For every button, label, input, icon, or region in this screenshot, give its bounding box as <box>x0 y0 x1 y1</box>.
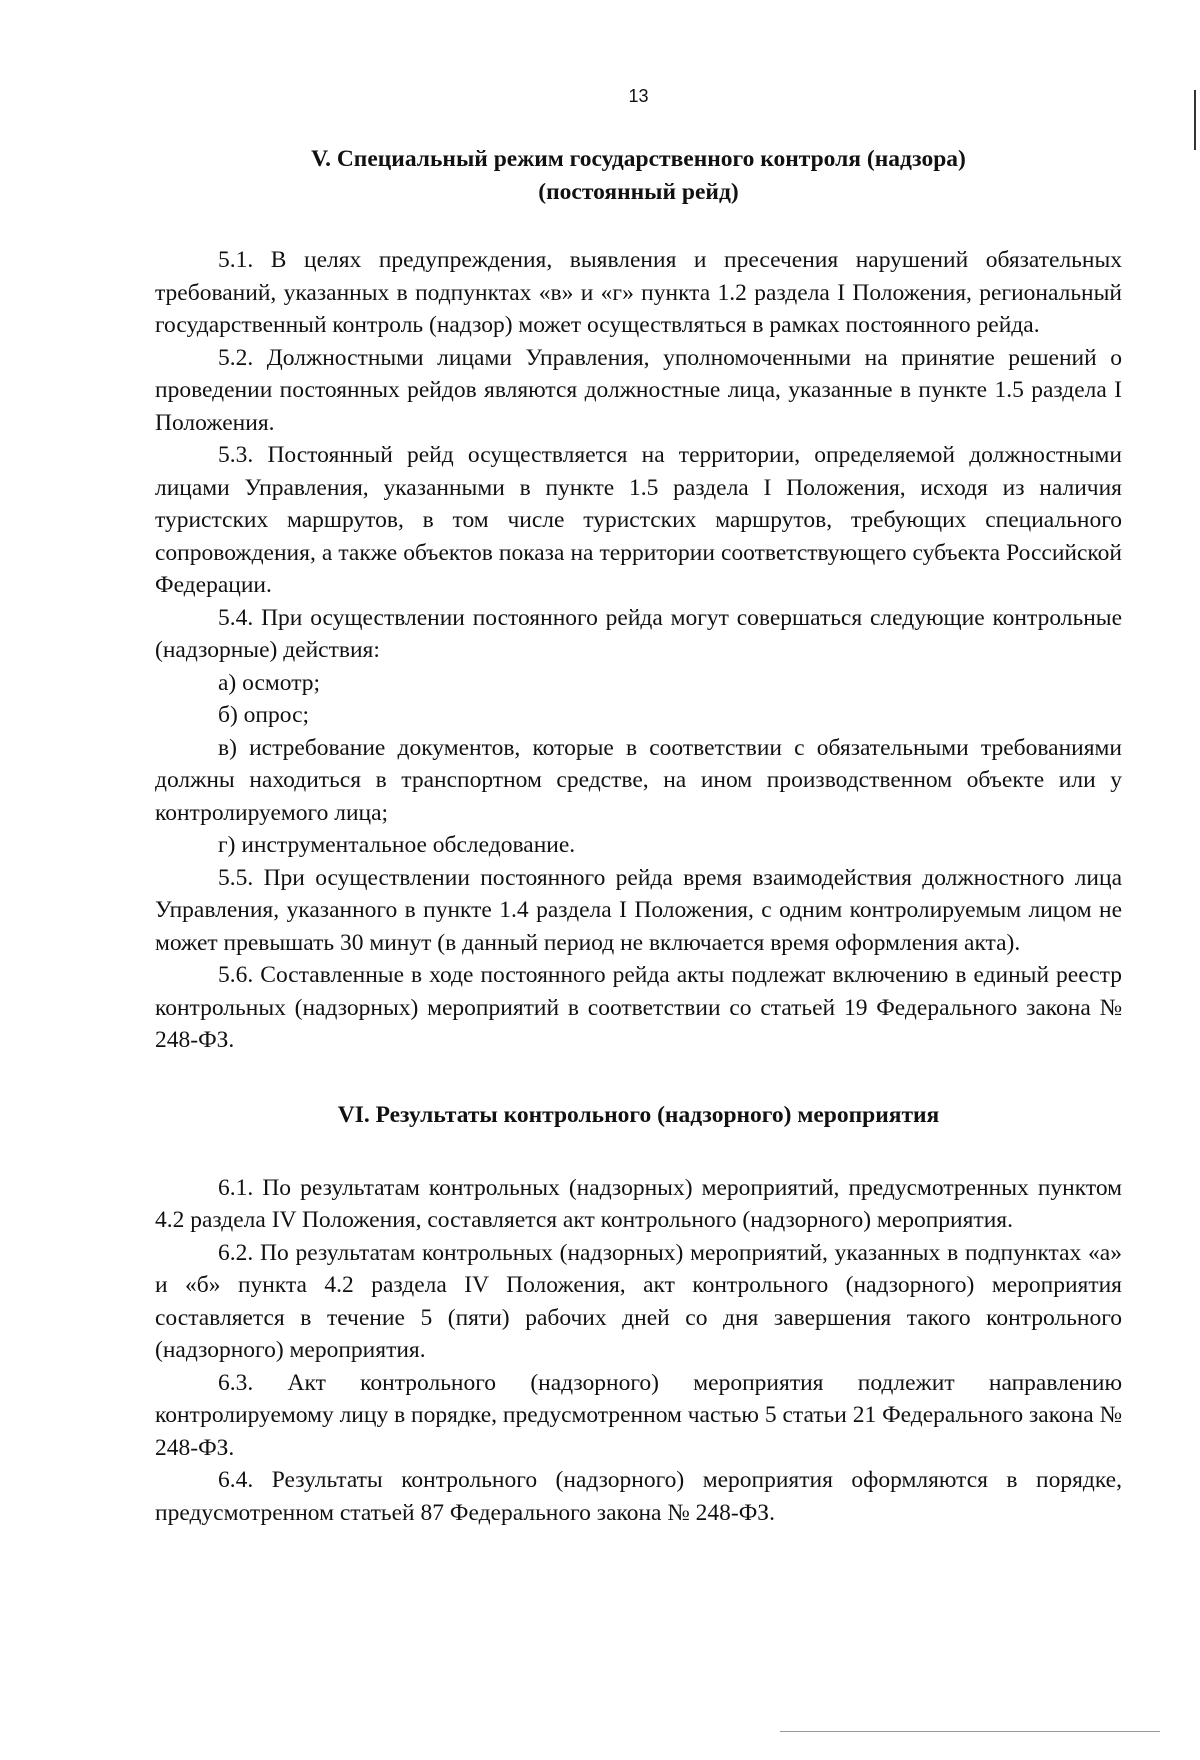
paragraph-6-1: 6.1. По результатам контрольных (надзорных) мероприятий, предусмотренных пунктом 4.2 раздела IV Положения, составляется акт контрольного (надзорного) мероприятия. <box>155 1174 1122 1233</box>
list-item-g: г) инструментальное обследование. <box>218 832 576 858</box>
scan-edge-line <box>1194 90 1196 150</box>
list-item-v: в) истребование документов, которые в соответствии с обязательными требованиями должны находиться в транспортном средстве, на ином производственном объекте или у контролируемого лица; <box>155 734 1122 826</box>
paragraph-5-2: 5.2. Должностными лицами Управления, уполномоченными на принятие решений о проведении постоянных рейдов являются должностные лица, указанные в пункте 1.5 раздела I Положения. <box>155 344 1122 436</box>
paragraph-5-3: 5.3. Постоянный рейд осуществляется на территории, определяемой должностными лицами Управления, указанными в пункте 1.5 раздела I Положения, исходя из наличия туристских маршрутов, в том числе туристских маршрутов, требующих специального сопровождения, а также объектов показа на территории соответствующего субъекта Российской Федерации. <box>155 442 1122 598</box>
section-v-heading <box>155 143 1122 209</box>
section-vi-heading: VI. Результаты контрольного (надзорного) мероприятия <box>337 1101 940 1128</box>
section-vi-body <box>155 1172 1122 1530</box>
section-v-body <box>155 244 1122 1057</box>
paragraph-5-1: 5.1. В целях предупреждения, выявления и пресечения нарушений обязательных требований, указанных в подпунктах «в» и «г» пункта 1.2 раздела I Положения, региональный государственный контроль (надзор) может осуществляться в рамках постоянного рейда. <box>155 247 1122 338</box>
paragraph-6-3: 6.3. Акт контрольного (надзорного) мероприятия подлежит направлению контролируемому лицу в порядке, предусмотренном частью 5 статьи 21 Федерального закона № 248-ФЗ. <box>155 1369 1122 1461</box>
section-v-title-line1: V. Специальный режим государственного контроля (надзора) <box>311 146 966 172</box>
list-item-a: а) осмотр; <box>218 669 321 696</box>
list-item-b: б) опрос; <box>218 702 310 728</box>
paragraph-5-6: 5.6. Составленные в ходе постоянного рейда акты подлежат включению в единый реестр контрольных (надзорных) мероприятий в соответствии со статьей 19 Федерального закона № 248-ФЗ. <box>155 962 1122 1053</box>
paragraph-5-4: 5.4. При осуществлении постоянного рейда могут совершаться следующие контрольные (надзорные) действия: <box>155 604 1122 663</box>
scan-bottom-line <box>780 1731 1160 1732</box>
paragraph-6-4: 6.4. Результаты контрольного (надзорного) мероприятия оформляются в порядке, предусмотренном статьей 87 Федерального закона № 248-ФЗ. <box>155 1467 1122 1526</box>
section-v-title-line2: (постоянный рейд) <box>538 179 739 205</box>
paragraph-5-5: 5.5. При осуществлении постоянного рейда время взаимодействия должностного лица Управления, указанного в пункте 1.4 раздела I Положения, с одним контролируемым лицом не может превышать 30 минут (в данный период не включается время оформления акта). <box>155 864 1122 956</box>
paragraph-6-2: 6.2. По результатам контрольных (надзорных) мероприятий, указанных в подпунктах «а» и «б» пункта 4.2 раздела IV Положения, акт контрольного (надзорного) мероприятия составляется в течение 5 (пяти) рабочих дней со дня завершения такого контрольного (надзорного) мероприятия. <box>155 1239 1122 1363</box>
page-number: 13 <box>628 86 649 106</box>
